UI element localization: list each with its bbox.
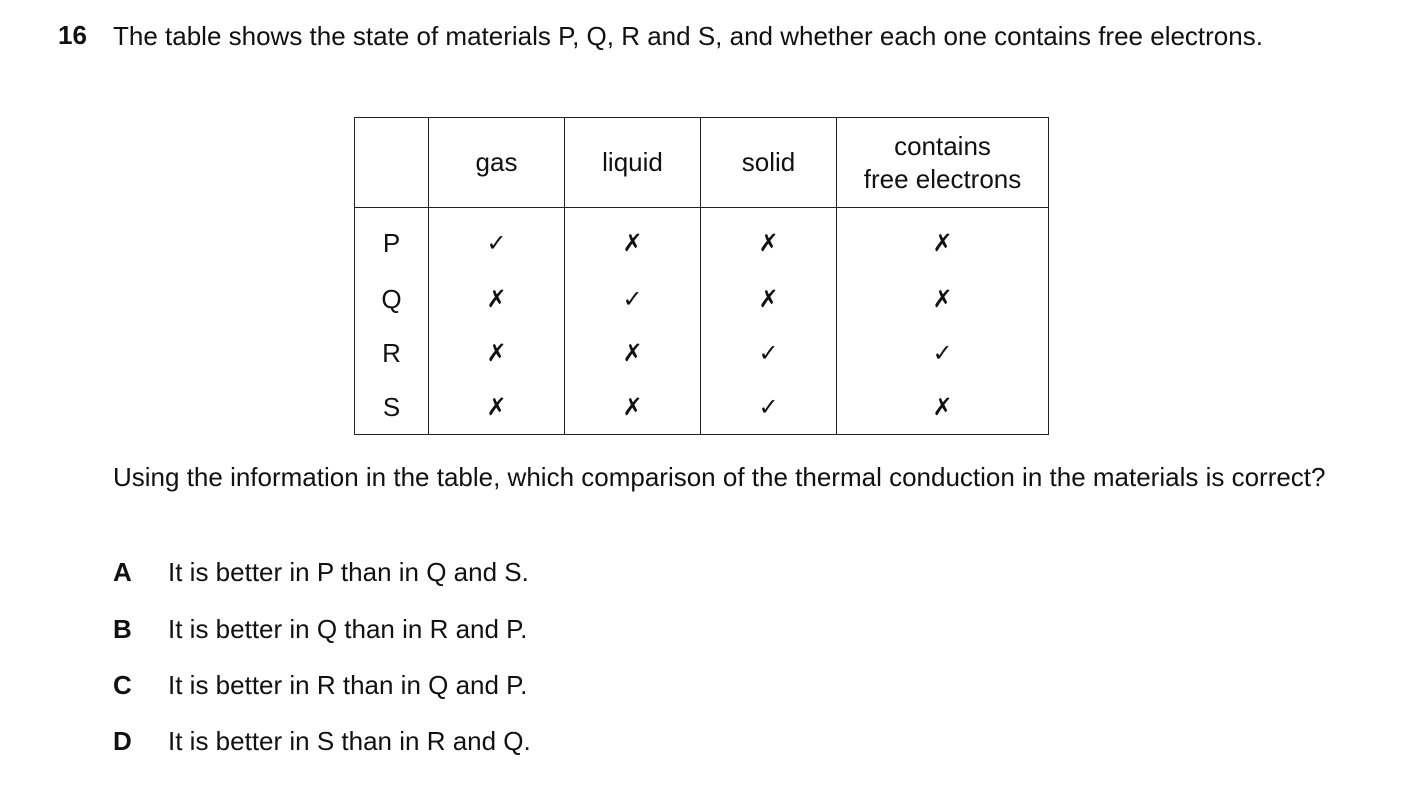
- table-row: [355, 272, 1049, 326]
- cell-mark: ✗: [837, 380, 1049, 435]
- option-d[interactable]: [113, 726, 531, 756]
- header-solid: solid: [701, 118, 837, 208]
- header-empty: [355, 118, 429, 208]
- cell-mark: ✗: [429, 380, 565, 435]
- header-free-electrons: contains free electrons: [837, 118, 1049, 208]
- table-header-row: [355, 118, 1049, 208]
- question-number: 16: [58, 20, 87, 50]
- cell-mark: ✓: [701, 326, 837, 380]
- option-text: It is better in Q than in R and P.: [168, 614, 528, 644]
- cell-mark: ✓: [429, 208, 565, 273]
- table-row: [355, 380, 1049, 435]
- option-text: It is better in R than in Q and P.: [168, 670, 528, 700]
- row-label: R: [355, 326, 429, 380]
- cell-mark: ✗: [565, 326, 701, 380]
- option-letter: C: [113, 670, 132, 700]
- materials-table: [354, 117, 1049, 435]
- cell-mark: ✗: [565, 208, 701, 273]
- option-c[interactable]: [113, 670, 527, 700]
- row-label: P: [355, 208, 429, 273]
- question-stem: The table shows the state of materials P, Q, R and S, and whether each one contains free electrons.: [113, 21, 1263, 51]
- cell-mark: ✗: [701, 208, 837, 273]
- row-label: Q: [355, 272, 429, 326]
- option-a[interactable]: [113, 557, 529, 587]
- cell-mark: ✓: [837, 326, 1049, 380]
- option-text: It is better in P than in Q and S.: [168, 557, 529, 587]
- row-label: S: [355, 380, 429, 435]
- option-text: It is better in S than in R and Q.: [168, 726, 531, 756]
- option-letter: B: [113, 614, 132, 644]
- question-prompt: Using the information in the table, which comparison of the thermal conduction in the materials is correct?: [113, 462, 1326, 492]
- cell-mark: ✗: [837, 272, 1049, 326]
- table-row: [355, 208, 1049, 273]
- cell-mark: ✗: [701, 272, 837, 326]
- option-b[interactable]: [113, 614, 527, 644]
- cell-mark: ✓: [565, 272, 701, 326]
- cell-mark: ✗: [565, 380, 701, 435]
- cell-mark: ✓: [701, 380, 837, 435]
- option-letter: D: [113, 726, 132, 756]
- cell-mark: ✗: [429, 326, 565, 380]
- table-row: [355, 326, 1049, 380]
- cell-mark: ✗: [837, 208, 1049, 273]
- header-liquid: liquid: [565, 118, 701, 208]
- cell-mark: ✗: [429, 272, 565, 326]
- option-letter: A: [113, 557, 132, 587]
- header-gas: gas: [429, 118, 565, 208]
